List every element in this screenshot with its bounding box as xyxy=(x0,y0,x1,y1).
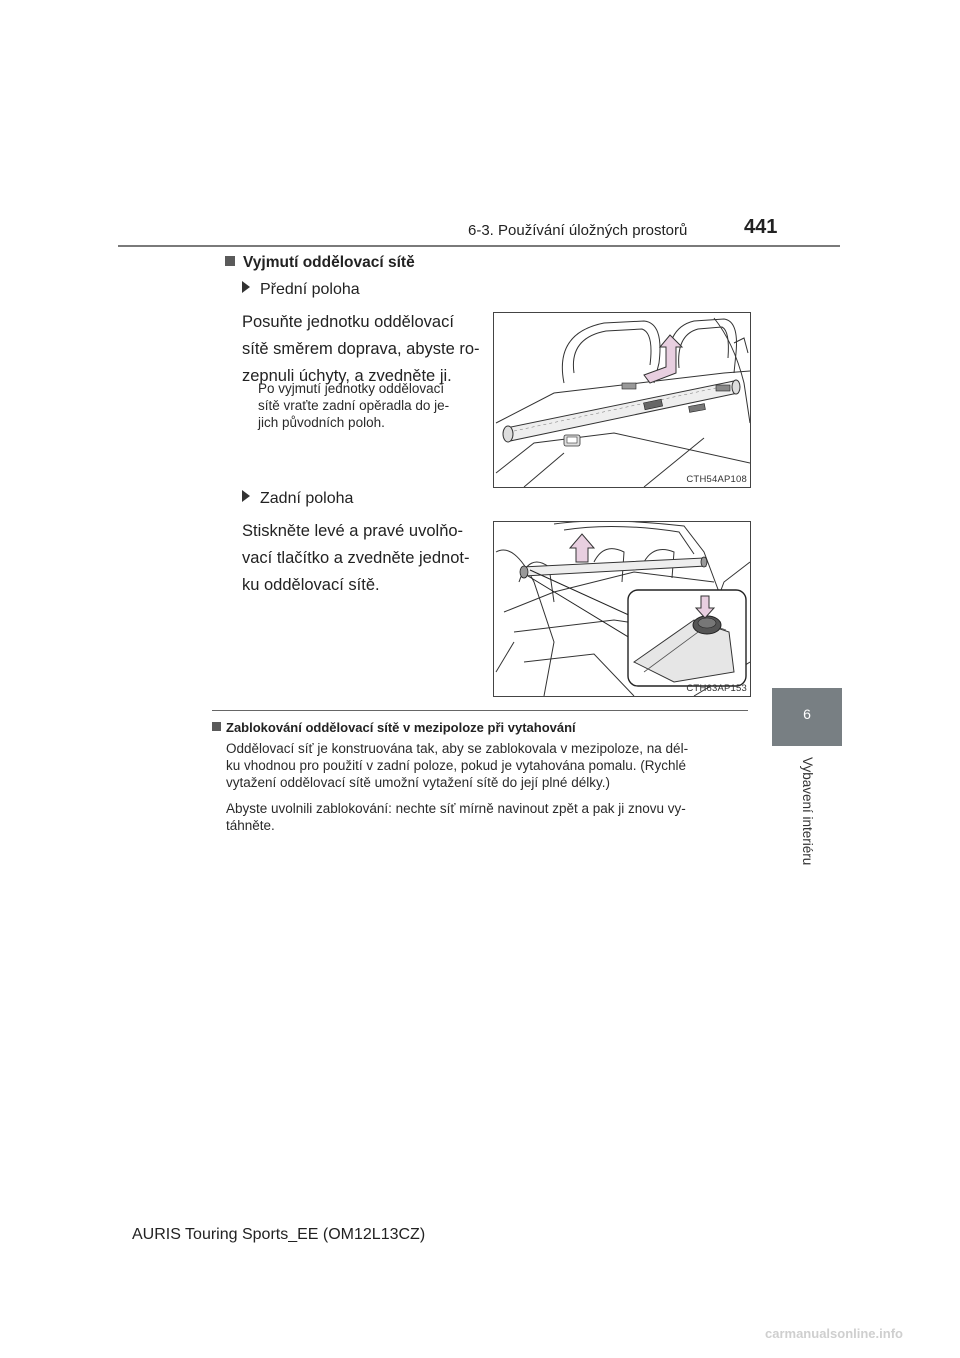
watermark: carmanualsonline.info xyxy=(765,1326,903,1341)
text-line: ku vhodnou pro použití v zadní poloze, pokud je vytahována pomalu. (Rychlé xyxy=(226,758,687,773)
square-bullet-icon xyxy=(225,256,235,266)
front-instruction xyxy=(242,309,486,390)
header-section-title: 6-3. Používání úložných prostorů xyxy=(468,222,688,239)
cargo-net-front-illustration xyxy=(494,313,750,487)
subheading-text: Přední poloha xyxy=(260,281,360,298)
figure-code: CTH54AP108 xyxy=(686,474,747,485)
lock-paragraph-2 xyxy=(226,800,742,834)
rear-instruction xyxy=(242,518,486,599)
text-line: sítě směrem doprava, abyste ro- xyxy=(242,340,480,358)
text-line: sítě vraťte zadní opěradla do je- xyxy=(258,398,450,413)
text-line: Posuňte jednotku oddělovací xyxy=(242,313,454,331)
triangle-bullet-icon xyxy=(242,281,250,293)
chapter-tab-number: 6 xyxy=(803,706,811,722)
text-line: táhněte. xyxy=(226,818,275,833)
section-heading-text: Vyjmutí oddělovací sítě xyxy=(243,254,415,271)
text-line: Stiskněte levé a pravé uvolňo- xyxy=(242,522,464,540)
text-line: Po vyjmutí jednotky oddělovací xyxy=(258,381,445,396)
subheading-front-position xyxy=(242,281,360,299)
figure-code: CTH63AP153 xyxy=(686,683,747,694)
section-heading-text: Zablokování oddělovací sítě v mezipoloze při vytahování xyxy=(226,720,576,735)
triangle-bullet-icon xyxy=(242,490,250,502)
subheading-text: Zadní poloha xyxy=(260,490,354,507)
text-line: zepnuli úchyty, a zvedněte ji. xyxy=(242,367,452,385)
section-heading-lock xyxy=(212,720,576,735)
text-line: Abyste uvolnili zablokování: nechte síť mírně navinout zpět a pak ji znovu vy- xyxy=(226,801,686,816)
lock-paragraph-1 xyxy=(226,740,742,791)
text-line: jich původních poloh. xyxy=(258,415,385,430)
cargo-net-rear-illustration xyxy=(494,522,750,696)
subheading-rear-position xyxy=(242,490,353,508)
section-divider xyxy=(212,710,748,711)
figure-front-position xyxy=(493,312,751,488)
section-heading-removal xyxy=(225,254,415,272)
header-divider xyxy=(118,245,840,247)
figure-rear-position xyxy=(493,521,751,697)
text-line: vytažení oddělovací sítě umožní vytažení sítě do její plné délky.) xyxy=(226,775,610,790)
chapter-tab-label: Vybavení interiéru xyxy=(800,757,815,866)
up-arrow-icon xyxy=(570,534,594,562)
front-note xyxy=(258,380,486,431)
footer-manual-id: AURIS Touring Sports_EE (OM12L13CZ) xyxy=(132,1226,426,1243)
page-number: 441 xyxy=(744,216,778,238)
text-line: ku oddělovací sítě. xyxy=(242,576,380,594)
text-line: Oddělovací síť je konstruována tak, aby se zablokovala v mezipoloze, na dél- xyxy=(226,741,689,756)
text-line: vací tlačítko a zvedněte jednot- xyxy=(242,549,470,567)
square-bullet-icon xyxy=(212,722,221,731)
up-arrow-icon xyxy=(644,335,682,383)
